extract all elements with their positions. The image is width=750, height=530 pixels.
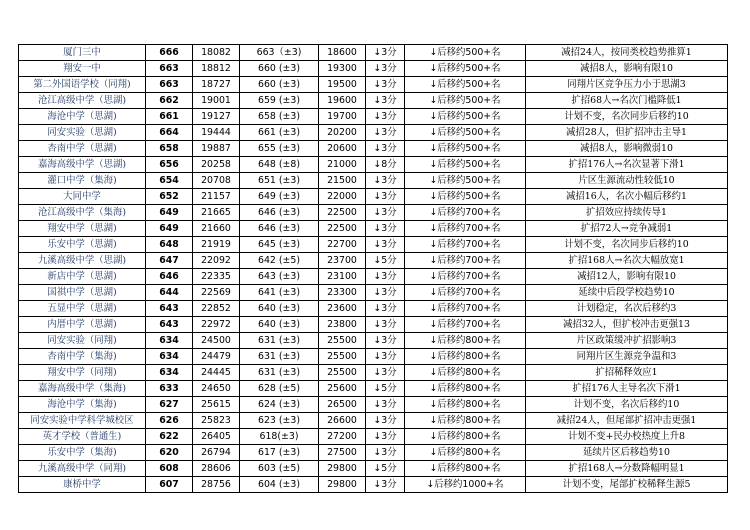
rank-2024-cell: 18082 (193, 45, 240, 61)
rank-change-cell: ↓后移约500+名 (405, 61, 526, 77)
score-2024-cell: 661 (146, 109, 193, 125)
score-change-cell: ↓3分 (366, 429, 405, 445)
predicted-rank-cell: 19500 (319, 77, 366, 93)
school-name-cell: 同安实验中学科学城校区 (19, 413, 146, 429)
predicted-score-cell: 645 (±3) (240, 237, 319, 253)
score-change-cell: ↓3分 (366, 285, 405, 301)
rank-change-cell: ↓后移约500+名 (405, 93, 526, 109)
rank-change-cell: ↓后移约700+名 (405, 301, 526, 317)
score-change-cell: ↓3分 (366, 93, 405, 109)
score-change-cell: ↓3分 (366, 189, 405, 205)
score-2024-cell: 607 (146, 477, 193, 493)
school-name-cell: 国祺中学（思湖) (19, 285, 146, 301)
rank-2024-cell: 22972 (193, 317, 240, 333)
predicted-rank-cell: 29800 (319, 461, 366, 477)
school-name-cell: 灌口中学（集海) (19, 173, 146, 189)
predicted-rank-cell: 25500 (319, 333, 366, 349)
table-row (19, 333, 728, 349)
predicted-score-cell: 642 (±5) (240, 253, 319, 269)
school-name-cell: 同安实验（同翔) (19, 333, 146, 349)
score-2024-cell: 649 (146, 221, 193, 237)
score-change-cell: ↓3分 (366, 349, 405, 365)
predicted-rank-cell: 23300 (319, 285, 366, 301)
predicted-rank-cell: 19600 (319, 93, 366, 109)
rank-2024-cell: 19127 (193, 109, 240, 125)
school-name-cell: 第二外国语学校（同翔) (19, 77, 146, 93)
score-2024-cell: 648 (146, 237, 193, 253)
score-change-cell: ↓3分 (366, 77, 405, 93)
note-cell: 扩招168人→分数降幅明显1 (526, 461, 728, 477)
predicted-score-cell: 640 (±3) (240, 301, 319, 317)
table-row (19, 77, 728, 93)
predicted-score-cell: 660 (±3) (240, 61, 319, 77)
rank-2024-cell: 20258 (193, 157, 240, 173)
school-name-cell: 乐安中学（集海) (19, 445, 146, 461)
rank-2024-cell: 22092 (193, 253, 240, 269)
score-2024-cell: 649 (146, 205, 193, 221)
rank-change-cell: ↓后移约700+名 (405, 285, 526, 301)
rank-change-cell: ↓后移约800+名 (405, 429, 526, 445)
score-change-cell: ↓3分 (366, 477, 405, 493)
predicted-rank-cell: 25500 (319, 349, 366, 365)
rank-change-cell: ↓后移约500+名 (405, 189, 526, 205)
score-change-cell: ↓3分 (366, 61, 405, 77)
score-change-cell: ↓3分 (366, 413, 405, 429)
score-change-cell: ↓3分 (366, 269, 405, 285)
predicted-rank-cell: 23100 (319, 269, 366, 285)
rank-change-cell: ↓后移约700+名 (405, 253, 526, 269)
score-change-cell: ↓3分 (366, 173, 405, 189)
score-2024-cell: 633 (146, 381, 193, 397)
score-2024-cell: 663 (146, 61, 193, 77)
predicted-rank-cell: 22000 (319, 189, 366, 205)
table-row (19, 237, 728, 253)
rank-2024-cell: 22852 (193, 301, 240, 317)
score-2024-cell: 634 (146, 349, 193, 365)
rank-change-cell: ↓后移约500+名 (405, 77, 526, 93)
note-cell: 计划不变，名次后移约10 (526, 397, 728, 413)
rank-2024-cell: 28606 (193, 461, 240, 477)
rank-change-cell: ↓后移约800+名 (405, 413, 526, 429)
score-2024-cell: 647 (146, 253, 193, 269)
score-change-cell: ↓8分 (366, 157, 405, 173)
table-row (19, 365, 728, 381)
school-name-cell: 内厝中学（思湖) (19, 317, 146, 333)
table-row (19, 285, 728, 301)
score-2024-cell: 626 (146, 413, 193, 429)
score-2024-cell: 643 (146, 317, 193, 333)
note-cell: 扩招168人→名次大幅放宽1 (526, 253, 728, 269)
rank-2024-cell: 26794 (193, 445, 240, 461)
score-2024-cell: 634 (146, 333, 193, 349)
predicted-score-cell: 631 (±3) (240, 333, 319, 349)
rank-2024-cell: 24479 (193, 349, 240, 365)
table-row (19, 125, 728, 141)
school-name-cell: 翔安中学（同翔) (19, 365, 146, 381)
predicted-score-cell: 660 (±3) (240, 77, 319, 93)
predicted-rank-cell: 19300 (319, 61, 366, 77)
table-row (19, 189, 728, 205)
rank-change-cell: ↓后移约800+名 (405, 349, 526, 365)
rank-change-cell: ↓后移约1000+名 (405, 477, 526, 493)
table-row (19, 173, 728, 189)
note-cell: 减招8人，影响微弱10 (526, 141, 728, 157)
table-row (19, 429, 728, 445)
predicted-rank-cell: 27200 (319, 429, 366, 445)
table-row (19, 109, 728, 125)
score-2024-cell: 646 (146, 269, 193, 285)
note-cell: 延续片区后移趋势10 (526, 445, 728, 461)
score-change-cell: ↓3分 (366, 397, 405, 413)
school-name-cell: 杏南中学（思湖) (19, 141, 146, 157)
rank-2024-cell: 21665 (193, 205, 240, 221)
rank-2024-cell: 24500 (193, 333, 240, 349)
school-name-cell: 嘉海高级中学（思湖) (19, 157, 146, 173)
note-cell: 片区生源流动性较低10 (526, 173, 728, 189)
score-2024-cell: 664 (146, 125, 193, 141)
predicted-rank-cell: 18600 (319, 45, 366, 61)
rank-change-cell: ↓后移约500+名 (405, 173, 526, 189)
predicted-score-cell: 646 (±3) (240, 221, 319, 237)
score-change-cell: ↓3分 (366, 45, 405, 61)
score-2024-cell: 663 (146, 77, 193, 93)
predicted-rank-cell: 22500 (319, 221, 366, 237)
predicted-rank-cell: 26500 (319, 397, 366, 413)
rank-change-cell: ↓后移约500+名 (405, 109, 526, 125)
note-cell: 减招24人，按同类校趋势推算1 (526, 45, 728, 61)
score-2024-cell: 658 (146, 141, 193, 157)
note-cell: 计划稳定，名次后移约3 (526, 301, 728, 317)
note-cell: 减招8人，影响有限10 (526, 61, 728, 77)
score-change-cell: ↓3分 (366, 445, 405, 461)
score-2024-cell: 662 (146, 93, 193, 109)
rank-change-cell: ↓后移约500+名 (405, 157, 526, 173)
table-row (19, 317, 728, 333)
score-2024-cell: 666 (146, 45, 193, 61)
predicted-score-cell: 603 (±5) (240, 461, 319, 477)
score-2024-cell: 622 (146, 429, 193, 445)
score-change-cell: ↓3分 (366, 205, 405, 221)
score-change-cell: ↓5分 (366, 461, 405, 477)
table-row (19, 413, 728, 429)
admission-score-table (18, 44, 728, 493)
predicted-score-cell: 631 (±3) (240, 365, 319, 381)
note-cell: 减招28人，但扩招冲击主导1 (526, 125, 728, 141)
predicted-rank-cell: 23700 (319, 253, 366, 269)
table-row (19, 301, 728, 317)
rank-change-cell: ↓后移约700+名 (405, 221, 526, 237)
score-2024-cell: 634 (146, 365, 193, 381)
rank-change-cell: ↓后移约500+名 (405, 45, 526, 61)
score-change-cell: ↓5分 (366, 253, 405, 269)
score-2024-cell: 608 (146, 461, 193, 477)
table-row (19, 461, 728, 477)
school-name-cell: 新店中学（思湖) (19, 269, 146, 285)
table-row (19, 381, 728, 397)
rank-change-cell: ↓后移约700+名 (405, 205, 526, 221)
table-row (19, 477, 728, 493)
table-row (19, 93, 728, 109)
predicted-rank-cell: 26600 (319, 413, 366, 429)
table-row (19, 397, 728, 413)
table-row (19, 349, 728, 365)
score-change-cell: ↓3分 (366, 109, 405, 125)
school-name-cell: 五显中学（思湖) (19, 301, 146, 317)
note-cell: 扩招176人主导名次下滑1 (526, 381, 728, 397)
note-cell: 计划不变+民办校热度上升8 (526, 429, 728, 445)
note-cell: 减招24人，但尾部扩招冲击更强1 (526, 413, 728, 429)
note-cell: 计划不变，尾部扩校稀释生源5 (526, 477, 728, 493)
predicted-rank-cell: 29800 (319, 477, 366, 493)
note-cell: 计划不变，名次同步后移约10 (526, 109, 728, 125)
score-change-cell: ↓3分 (366, 141, 405, 157)
school-name-cell: 英才学校（普通生) (19, 429, 146, 445)
rank-change-cell: ↓后移约500+名 (405, 141, 526, 157)
rank-2024-cell: 26405 (193, 429, 240, 445)
predicted-score-cell: 651 (±3) (240, 173, 319, 189)
school-name-cell: 海沧中学（思湖) (19, 109, 146, 125)
note-cell: 扩招176人→名次显著下滑1 (526, 157, 728, 173)
predicted-rank-cell: 19700 (319, 109, 366, 125)
score-2024-cell: 627 (146, 397, 193, 413)
note-cell: 同翔片区生源竞争温和3 (526, 349, 728, 365)
school-name-cell: 杏南中学（集海) (19, 349, 146, 365)
rank-2024-cell: 20708 (193, 173, 240, 189)
predicted-rank-cell: 21500 (319, 173, 366, 189)
rank-2024-cell: 21919 (193, 237, 240, 253)
school-name-cell: 康桥中学 (19, 477, 146, 493)
predicted-score-cell: 655 (±3) (240, 141, 319, 157)
school-name-cell: 海沧中学（集海) (19, 397, 146, 413)
rank-2024-cell: 25615 (193, 397, 240, 413)
rank-2024-cell: 22335 (193, 269, 240, 285)
rank-change-cell: ↓后移约800+名 (405, 333, 526, 349)
rank-2024-cell: 18727 (193, 77, 240, 93)
school-name-cell: 翔安一中 (19, 61, 146, 77)
score-change-cell: ↓3分 (366, 237, 405, 253)
predicted-score-cell: 649 (±3) (240, 189, 319, 205)
school-name-cell: 沧江高级中学（思湖) (19, 93, 146, 109)
rank-change-cell: ↓后移约500+名 (405, 125, 526, 141)
predicted-score-cell: 648 (±8) (240, 157, 319, 173)
note-cell: 扩招效应持续传导1 (526, 205, 728, 221)
score-change-cell: ↓3分 (366, 221, 405, 237)
rank-change-cell: ↓后移约700+名 (405, 317, 526, 333)
rank-2024-cell: 21660 (193, 221, 240, 237)
table-row (19, 269, 728, 285)
table-row (19, 61, 728, 77)
rank-2024-cell: 19444 (193, 125, 240, 141)
school-name-cell: 同安实验（思湖) (19, 125, 146, 141)
score-change-cell: ↓3分 (366, 125, 405, 141)
table-row (19, 221, 728, 237)
rank-change-cell: ↓后移约800+名 (405, 445, 526, 461)
predicted-score-cell: 617 (±3) (240, 445, 319, 461)
predicted-rank-cell: 23800 (319, 317, 366, 333)
predicted-rank-cell: 20600 (319, 141, 366, 157)
predicted-score-cell: 658 (±3) (240, 109, 319, 125)
predicted-score-cell: 631 (±3) (240, 349, 319, 365)
predicted-rank-cell: 25500 (319, 365, 366, 381)
predicted-score-cell: 624 (±3) (240, 397, 319, 413)
school-name-cell: 翔安中学（思湖) (19, 221, 146, 237)
table-body (19, 45, 728, 493)
rank-2024-cell: 21157 (193, 189, 240, 205)
school-name-cell: 大同中学 (19, 189, 146, 205)
rank-change-cell: ↓后移约700+名 (405, 269, 526, 285)
predicted-score-cell: 641 (±3) (240, 285, 319, 301)
note-cell: 扩招72人→竞争减弱1 (526, 221, 728, 237)
predicted-score-cell: 618(±3) (240, 429, 319, 445)
rank-2024-cell: 19001 (193, 93, 240, 109)
rank-2024-cell: 22569 (193, 285, 240, 301)
predicted-rank-cell: 20200 (319, 125, 366, 141)
table-row (19, 253, 728, 269)
score-2024-cell: 643 (146, 301, 193, 317)
rank-2024-cell: 18812 (193, 61, 240, 77)
predicted-score-cell: 623 (±3) (240, 413, 319, 429)
score-2024-cell: 620 (146, 445, 193, 461)
note-cell: 减招32人，但扩校冲击更强13 (526, 317, 728, 333)
table-row (19, 445, 728, 461)
score-2024-cell: 654 (146, 173, 193, 189)
rank-change-cell: ↓后移约800+名 (405, 381, 526, 397)
predicted-rank-cell: 21000 (319, 157, 366, 173)
score-change-cell: ↓5分 (366, 381, 405, 397)
predicted-rank-cell: 23600 (319, 301, 366, 317)
school-name-cell: 乐安中学（思湖) (19, 237, 146, 253)
score-change-cell: ↓3分 (366, 333, 405, 349)
score-2024-cell: 652 (146, 189, 193, 205)
score-2024-cell: 644 (146, 285, 193, 301)
school-name-cell: 九溪高级中学（同翔) (19, 461, 146, 477)
school-name-cell: 九溪高级中学（思湖) (19, 253, 146, 269)
note-cell: 同翔片区竞争压力小于思湖3 (526, 77, 728, 93)
rank-change-cell: ↓后移约800+名 (405, 461, 526, 477)
rank-2024-cell: 24445 (193, 365, 240, 381)
score-2024-cell: 656 (146, 157, 193, 173)
predicted-rank-cell: 22500 (319, 205, 366, 221)
table-row (19, 45, 728, 61)
rank-change-cell: ↓后移约700+名 (405, 237, 526, 253)
table-row (19, 157, 728, 173)
note-cell: 延续中后段学校趋势10 (526, 285, 728, 301)
rank-2024-cell: 25823 (193, 413, 240, 429)
rank-change-cell: ↓后移约800+名 (405, 397, 526, 413)
rank-2024-cell: 28756 (193, 477, 240, 493)
predicted-score-cell: 643 (±3) (240, 269, 319, 285)
predicted-score-cell: 661 (±3) (240, 125, 319, 141)
predicted-score-cell: 659 (±3) (240, 93, 319, 109)
school-name-cell: 沧江高级中学（集海) (19, 205, 146, 221)
score-change-cell: ↓3分 (366, 301, 405, 317)
note-cell: 片区政策缓冲扩招影响3 (526, 333, 728, 349)
table-row (19, 141, 728, 157)
note-cell: 减招16人，名次小幅后移约1 (526, 189, 728, 205)
note-cell: 计划不变，名次同步后移约10 (526, 237, 728, 253)
score-change-cell: ↓3分 (366, 317, 405, 333)
school-name-cell: 厦门三中 (19, 45, 146, 61)
predicted-rank-cell: 27500 (319, 445, 366, 461)
rank-2024-cell: 24650 (193, 381, 240, 397)
predicted-score-cell: 604 (±3) (240, 477, 319, 493)
predicted-rank-cell: 22700 (319, 237, 366, 253)
note-cell: 减招12人，影响有限10 (526, 269, 728, 285)
predicted-score-cell: 640 (±3) (240, 317, 319, 333)
predicted-score-cell: 646 (±3) (240, 205, 319, 221)
note-cell: 扩招稀释效应1 (526, 365, 728, 381)
predicted-score-cell: 628 (±5) (240, 381, 319, 397)
predicted-rank-cell: 25600 (319, 381, 366, 397)
rank-change-cell: ↓后移约800+名 (405, 365, 526, 381)
school-name-cell: 嘉海高级中学（集海) (19, 381, 146, 397)
predicted-score-cell: 663（±3) (240, 45, 319, 61)
table-row (19, 205, 728, 221)
rank-2024-cell: 19887 (193, 141, 240, 157)
score-change-cell: ↓3分 (366, 365, 405, 381)
note-cell: 扩招68人→名次门槛降低1 (526, 93, 728, 109)
